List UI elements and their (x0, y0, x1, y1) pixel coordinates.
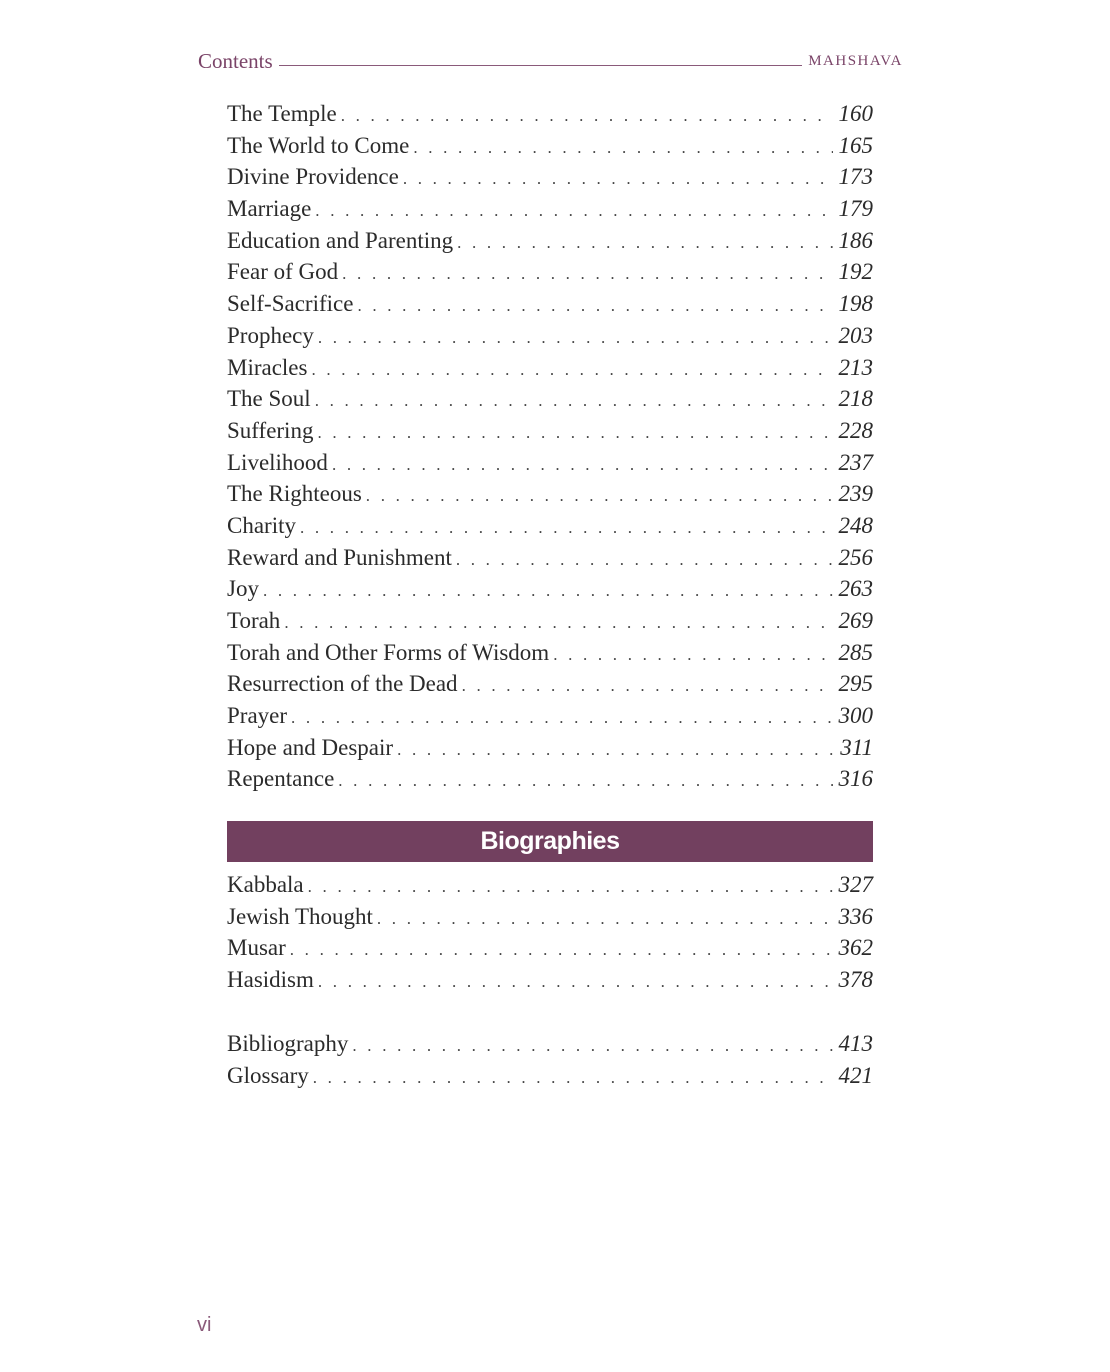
toc-entry-title: Marriage (227, 196, 312, 222)
dot-leader (457, 227, 832, 259)
toc-entry-title: The Soul (227, 386, 311, 412)
toc-entry[interactable] (227, 1028, 873, 1060)
toc-entry-page-number: 256 (838, 544, 873, 570)
toc-entry-title: Prayer (227, 703, 288, 729)
toc-entry-title: The Temple (227, 101, 337, 126)
toc-entry[interactable] (227, 161, 873, 193)
toc-entry[interactable] (227, 225, 873, 257)
toc-biographies-list (227, 869, 873, 996)
dot-leader (403, 163, 833, 195)
toc-entry-page-number: 213 (838, 354, 873, 380)
toc-entry[interactable] (227, 320, 873, 352)
toc-entry-title: Resurrection of the Dead (227, 671, 458, 697)
dot-leader (352, 1030, 832, 1062)
toc-entry-title: Education and Parenting (227, 227, 454, 253)
dot-leader (315, 195, 832, 227)
toc-entry-title: Suffering (227, 417, 314, 443)
toc-entry-page-number: 327 (838, 872, 873, 897)
dot-leader (318, 966, 833, 998)
toc-entry-page-number: 316 (838, 766, 873, 792)
toc-entry[interactable] (227, 732, 873, 764)
toc-entry-page-number: 413 (838, 1031, 873, 1056)
dot-leader (357, 290, 832, 322)
dot-leader (456, 544, 833, 576)
toc-entry[interactable] (227, 510, 873, 542)
toc-entry[interactable] (227, 637, 873, 669)
page-folio: vi (197, 1314, 212, 1336)
toc-entry[interactable] (227, 130, 873, 162)
toc-entry[interactable] (227, 447, 873, 479)
toc-entry-page-number: 300 (838, 703, 873, 729)
toc-entry-title: Joy (227, 576, 259, 602)
dot-leader (366, 480, 833, 512)
running-head-rule (279, 65, 803, 66)
toc-entry-title: Hope and Despair (227, 734, 394, 760)
toc-topics-list (227, 98, 873, 795)
toc-entry[interactable] (227, 98, 873, 130)
running-head (198, 44, 903, 72)
toc-entry[interactable] (227, 383, 873, 415)
toc-entry-title: The Righteous (227, 481, 362, 507)
toc-entry[interactable] (227, 605, 873, 637)
running-head-section: Contents (198, 49, 273, 73)
toc-entry[interactable] (227, 256, 873, 288)
toc-entry-title: Divine Providence (227, 164, 399, 190)
toc-entry-page-number: 228 (838, 417, 873, 443)
dot-leader (311, 354, 832, 386)
dot-leader (284, 607, 832, 639)
toc-entry-title: Kabbala (227, 872, 304, 897)
toc-entry-title: The World to Come (227, 132, 410, 158)
dot-leader (313, 1062, 833, 1094)
toc-entry-title: Charity (227, 512, 296, 538)
toc-entry-title: Musar (227, 935, 286, 961)
toc-entry-title: Prophecy (227, 322, 314, 348)
toc-entry-title: Miracles (227, 354, 308, 380)
toc-entry-title: Repentance (227, 766, 335, 792)
toc-entry-page-number: 192 (838, 259, 873, 285)
dot-leader (291, 702, 832, 734)
toc-entry-title: Bibliography (227, 1031, 349, 1056)
toc-entry[interactable] (227, 869, 873, 901)
toc-entry-page-number: 160 (838, 101, 873, 126)
toc-entry[interactable] (227, 352, 873, 384)
dot-leader (332, 449, 833, 481)
toc-entry-page-number: 269 (838, 608, 873, 633)
toc-entry[interactable] (227, 932, 873, 964)
toc-entry-page-number: 186 (838, 227, 873, 253)
toc-entry-title: Jewish Thought (227, 903, 373, 929)
toc-entry[interactable] (227, 193, 873, 225)
toc-entry[interactable] (227, 1060, 873, 1092)
dot-leader (341, 100, 833, 132)
dot-leader (300, 512, 833, 544)
toc-entry-page-number: 263 (838, 576, 873, 602)
dot-leader (342, 258, 832, 290)
toc-entry[interactable] (227, 668, 873, 700)
toc-entry-page-number: 311 (840, 734, 873, 760)
toc-entry-page-number: 295 (838, 671, 873, 697)
toc-entry-page-number: 218 (838, 386, 873, 412)
dot-leader (338, 765, 832, 797)
running-head-book-title: MAHSHAVA (808, 53, 903, 69)
toc-entry-page-number: 336 (838, 903, 873, 929)
dot-leader (315, 385, 833, 417)
toc-entry-page-number: 285 (838, 639, 873, 665)
dot-leader (397, 734, 834, 766)
dot-leader (308, 871, 833, 903)
toc-entry-page-number: 378 (838, 967, 873, 993)
toc-entry[interactable] (227, 763, 873, 795)
section-heading-biographies: Biographies (227, 821, 873, 862)
toc-back-matter-list (227, 1028, 873, 1091)
toc-entry-title: Reward and Punishment (227, 544, 452, 570)
toc-entry[interactable] (227, 901, 873, 933)
toc-entry-page-number: 421 (838, 1062, 873, 1088)
toc-entry-page-number: 198 (838, 291, 873, 317)
toc-entry[interactable] (227, 542, 873, 574)
toc-entry[interactable] (227, 964, 873, 996)
toc-entry-page-number: 203 (838, 322, 873, 348)
dot-leader (318, 322, 833, 354)
toc-entry-title: Hasidism (227, 967, 314, 993)
toc-entry-page-number: 362 (838, 935, 873, 961)
toc-entry-page-number: 179 (838, 196, 873, 222)
toc-entry-page-number: 248 (838, 512, 873, 538)
toc-entry-page-number: 239 (838, 481, 873, 507)
dot-leader (263, 575, 833, 607)
dot-leader (553, 639, 832, 671)
toc-entry-title: Livelihood (227, 449, 328, 475)
dot-leader (462, 670, 833, 702)
toc-entry-page-number: 165 (838, 132, 873, 158)
dot-leader (290, 934, 833, 966)
dot-leader (413, 132, 832, 164)
toc-entry[interactable] (227, 415, 873, 447)
toc-entry[interactable] (227, 288, 873, 320)
dot-leader (317, 417, 832, 449)
toc-entry-title: Self-Sacrifice (227, 291, 354, 317)
toc-entry-title: Torah (227, 608, 281, 633)
toc-entry[interactable] (227, 478, 873, 510)
toc-entry-title: Glossary (227, 1062, 309, 1088)
dot-leader (377, 903, 833, 935)
toc-entry-page-number: 237 (838, 449, 873, 475)
toc-entry-title: Fear of God (227, 259, 339, 285)
toc-entry-page-number: 173 (838, 164, 873, 190)
toc-entry[interactable] (227, 573, 873, 605)
toc-entry[interactable] (227, 700, 873, 732)
toc-entry-title: Torah and Other Forms of Wisdom (227, 639, 550, 665)
